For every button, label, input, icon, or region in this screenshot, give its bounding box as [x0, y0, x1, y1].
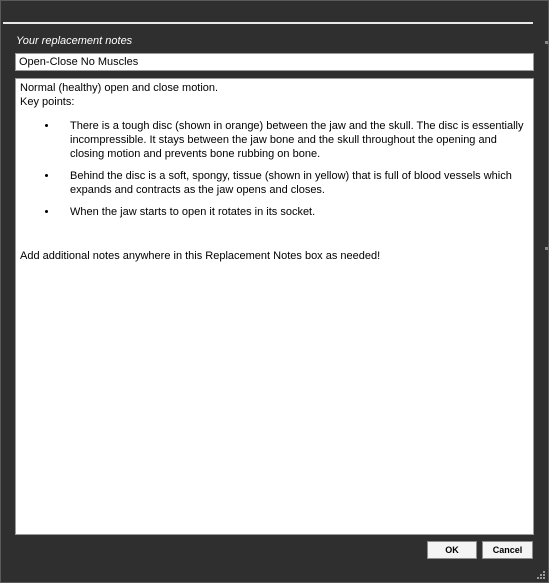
resize-grip-icon[interactable]	[536, 570, 545, 579]
cancel-button[interactable]: Cancel	[482, 541, 533, 559]
list-item: • When the jaw starts to open it rotates in its socket.	[58, 205, 529, 219]
list-item: • There is a tough disc (shown in orange) between the jaw and the skull. The disc is essentially incompressible. It stays between the jaw bone and the skull throughout the opening and closing motion and prevents bone rubbing on bone.	[58, 119, 529, 161]
notes-key-points-heading: Key points:	[20, 96, 75, 108]
notes-label: Your replacement notes	[16, 35, 133, 47]
notes-title-input[interactable]	[15, 53, 534, 71]
ok-button[interactable]: OK	[427, 541, 477, 559]
top-divider	[3, 22, 533, 24]
replacement-notes-textarea[interactable]	[15, 78, 534, 535]
edge-marker	[545, 41, 548, 44]
edge-marker	[545, 247, 548, 250]
key-points-list	[20, 119, 529, 219]
notes-closing-line: Add additional notes anywhere in this Replacement Notes box as needed!	[20, 250, 381, 262]
notes-intro-line: Normal (healthy) open and close motion.	[20, 82, 219, 94]
list-item: • Behind the disc is a soft, spongy, tissue (shown in yellow) that is full of blood vessels which expands and contracts as the jaw opens and closes.	[58, 169, 529, 197]
